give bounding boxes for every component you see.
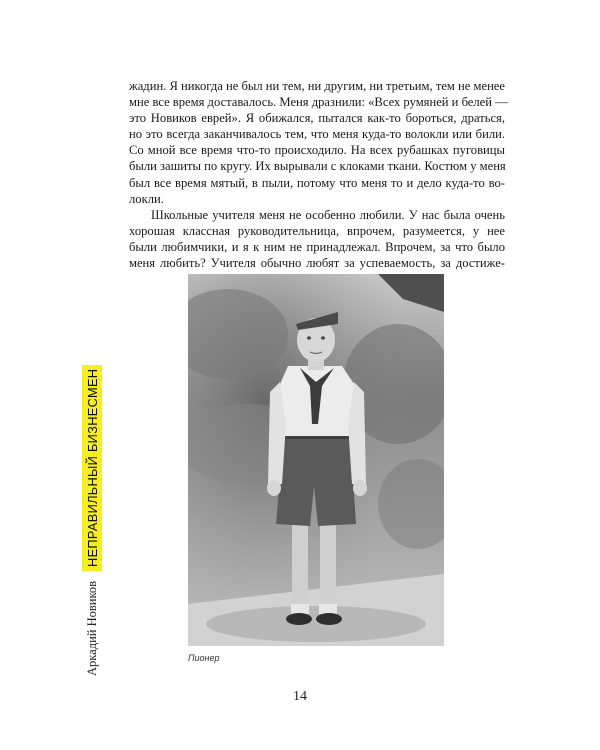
text-line: это Новиков еврей». Я обижался, пытался как-то бороться, драться,: [129, 111, 505, 126]
photo-caption: Пионер: [188, 653, 220, 663]
paragraph-1: [129, 78, 508, 207]
text-line: меня любить? Учителя обычно любят за успеваемость, за достиже-: [129, 256, 505, 271]
text-line: Школьные учителя меня не особенно любили. У нас была очень: [151, 207, 505, 222]
book-title: НЕПРАВИЛЬНЫЙ БИЗНЕСМЕН: [82, 365, 102, 571]
body-text: [129, 78, 508, 271]
text-line: были любимчики, и я к ним не принадлежал. Впрочем, за что было: [129, 239, 505, 254]
author-name: Аркадий Новиков: [85, 580, 99, 676]
text-line: жадин. Я никогда не был ни тем, ни другим, ни третьим, тем не менее: [129, 79, 505, 93]
pioneer-photo: [188, 274, 444, 646]
page-number: 14: [293, 689, 307, 704]
paragraph-2: [129, 207, 505, 271]
text-line: но это всегда заканчивалось тем, что меня куда-то волокли или били.: [129, 127, 505, 142]
text-line: хорошая классная руководительница, впрочем, разумеется, у нее: [129, 223, 505, 238]
text-line: был все время мятый, в пыли, потому что меня то и дело куда-то во-: [129, 175, 505, 190]
text-line: были зашиты по кругу. Их вырывали с клоками ткани. Костюм у меня: [129, 159, 506, 174]
text-line: локли.: [129, 191, 164, 206]
text-line: Со мной все время что-то происходило. На всех рубашках пуговицы: [129, 143, 505, 158]
spine-running-header: [82, 365, 102, 676]
text-line: мне все время доставалось. Меня дразнили: «Всех румяней и белей —: [129, 95, 508, 110]
